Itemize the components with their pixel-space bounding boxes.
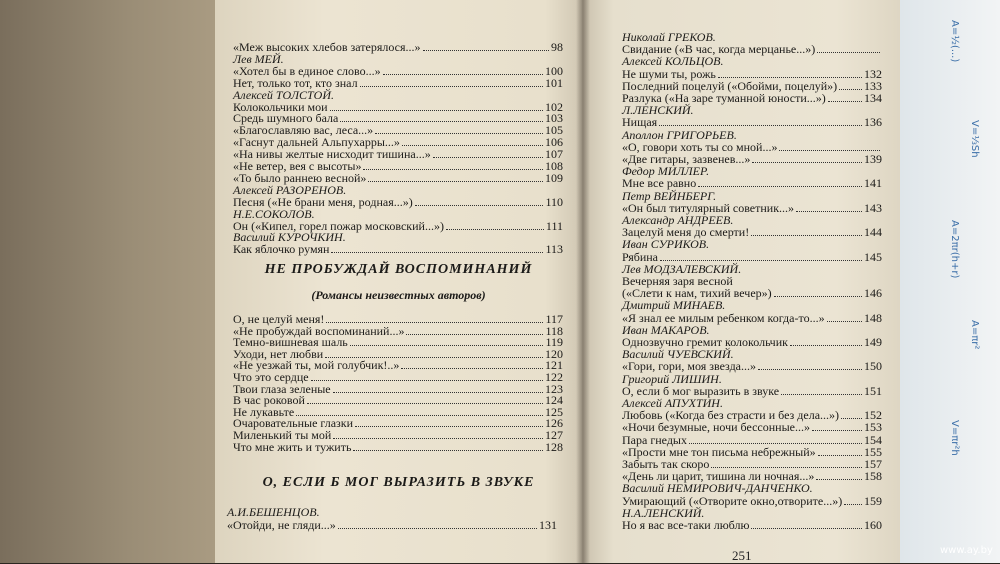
leader-dots — [718, 77, 862, 78]
leader-dots — [816, 479, 862, 480]
toc-entry-page-number: 139 — [864, 152, 882, 166]
toc-entry-page-number: 118 — [545, 323, 563, 338]
toc-entry-page-number: 141 — [864, 176, 882, 191]
leader-dots — [433, 157, 543, 158]
toc-entry-page-number: 145 — [864, 249, 882, 264]
toc-entry-title: «Я знал ее милым ребенком когда-то...» — [622, 310, 825, 325]
author-name: Аполлон ГРИГОРЬЕВ. — [622, 127, 737, 142]
ruler-formula: V=πr²h — [949, 420, 960, 456]
toc-entry-title: «Благославляю вас, леса...» — [233, 123, 374, 138]
toc-entry — [622, 518, 882, 532]
leader-dots — [331, 252, 543, 253]
toc-entry-title: Умирающий («Отворите окно,отворите...») — [622, 493, 843, 508]
toc-entry-title: «Не ветер, вея с высоты» — [233, 159, 362, 173]
toc-entry-page-number: 131 — [539, 518, 557, 532]
toc-entry-title: Разлука («На заре туманной юности...») — [622, 91, 826, 105]
toc-entry-page-number: 133 — [864, 78, 882, 93]
toc-entry-page-number: 103 — [545, 111, 563, 126]
toc-entry-page-number: 144 — [864, 225, 882, 240]
leader-dots — [781, 394, 862, 395]
toc-entry-page-number: 159 — [864, 493, 882, 508]
toc-entry-title: О, не целуй меня! — [233, 312, 325, 326]
author-name: Н.А.ЛЕНСКИЙ. — [622, 505, 705, 520]
toc-entry-title: «Не пробуждай воспоминаний...» — [233, 323, 405, 338]
section-title: О, ЕСЛИ Б МОГ ВЫРАЗИТЬ В ЗВУКЕ — [262, 475, 535, 490]
leader-dots — [752, 162, 862, 163]
background-left — [0, 0, 215, 563]
toc-entry-page-number: 154 — [864, 432, 882, 447]
toc-entry-title: «Гаснут дальней Альпухарры...» — [233, 135, 400, 150]
toc-entry-page-number: 107 — [545, 147, 563, 162]
book-gutter — [576, 0, 590, 563]
toc-entry-page-number: 127 — [545, 428, 563, 442]
leader-dots — [779, 150, 880, 151]
toc-entry-title: Любовь («Когда без страсти и без дела...») — [622, 408, 840, 423]
toc-entry-title: Что это сердце — [233, 370, 309, 384]
ruler-formula: A=½(...) — [949, 20, 960, 63]
toc-entry-title: Рябина — [622, 249, 659, 264]
toc-entry-title: «На нивы желтые нисходит тишина...» — [233, 147, 431, 162]
toc-entry-title: Песня («Не брани меня, родная...») — [233, 194, 413, 209]
toc-entry-page-number: 153 — [864, 420, 882, 435]
leader-dots — [839, 89, 862, 90]
author-name: Дмитрий МИНАЕВ. — [622, 298, 726, 313]
toc-entry-title: «О, говори хоть ты со мной...» — [622, 139, 778, 154]
toc-entry-page-number: 126 — [545, 416, 563, 431]
toc-entry-page-number: 113 — [545, 242, 563, 257]
leader-dots — [415, 205, 544, 206]
leader-dots — [423, 50, 550, 51]
leader-dots — [818, 455, 862, 456]
toc-entry-title: Но я вас все-таки люблю — [622, 518, 750, 532]
author-name: Василий НЕМИРОВИЧ-ДАНЧЕНКО. — [622, 481, 813, 496]
toc-entry-page-number: 128 — [545, 439, 563, 454]
leader-dots — [689, 443, 862, 444]
author-name: Алексей АПУХТИН. — [622, 396, 723, 410]
leader-dots — [363, 169, 543, 170]
author-name: Александр АНДРЕЕВ. — [622, 213, 734, 227]
toc-entry-title: «День ли царит, тишина ли ночная...» — [622, 469, 815, 484]
leader-dots — [841, 418, 862, 419]
leader-dots — [790, 345, 862, 346]
book-page-right — [582, 0, 900, 563]
toc-entry-text: Вечерняя заря весной — [622, 274, 733, 288]
ruler-formula: A=2πr(h+r) — [949, 220, 960, 279]
author-name: А.И.БЕШЕНЦОВ. — [227, 505, 320, 519]
author-name: Григорий ЛИШИН. — [622, 371, 722, 386]
toc-entry-title: «Он был титулярный советник...» — [622, 200, 795, 215]
leader-dots — [660, 260, 862, 261]
toc-entry-title: Нет, только тот, кто знал — [233, 75, 358, 90]
toc-entry-title: Твои глаза зеленые — [233, 381, 331, 396]
toc-entry-title: Очаровательные глазки — [233, 416, 354, 431]
toc-entry-title: О, если б мог выразить в звуке — [622, 383, 780, 398]
toc-entry-page-number: 122 — [545, 370, 563, 384]
section-subtitle: (Романсы неизвестных авторов) — [311, 288, 486, 302]
toc-entry-page-number: 157 — [864, 457, 882, 471]
author-name: Л.ЛЕНСКИЙ. — [622, 103, 694, 118]
author-name: Иван СУРИКОВ. — [622, 237, 710, 252]
leader-dots — [751, 528, 862, 529]
toc-entry-page-number: 121 — [545, 358, 563, 373]
leader-dots — [368, 181, 543, 182]
toc-entry-page-number: 105 — [545, 123, 563, 138]
toc-entry-page-number: 111 — [545, 218, 563, 233]
toc-entry-page-number: 110 — [545, 194, 563, 209]
toc-entry-page-number: 106 — [545, 135, 563, 150]
toc-entry-title: «Не уезжай ты, мой голубчик!..» — [233, 358, 400, 373]
toc-entry-page-number: 134 — [864, 91, 882, 105]
leader-dots — [402, 145, 543, 146]
toc-entry-page-number: 102 — [545, 99, 563, 114]
leader-dots — [353, 450, 543, 451]
toc-entry-title: («Слети к нам, тихий вечер») — [622, 286, 772, 301]
toc-entry-page-number: 152 — [864, 408, 882, 423]
author-name: Н.Е.СОКОЛОВ. — [233, 206, 315, 221]
toc-entry-page-number: 109 — [545, 170, 563, 185]
watermark: www.ay.by — [940, 545, 993, 556]
toc-entry-page-number: 117 — [545, 312, 563, 326]
toc-entry-title: Нищая — [622, 115, 658, 130]
author-name: Петр ВЕЙНБЕРГ. — [622, 188, 717, 203]
ruler-formula: V=⅓Sh — [969, 120, 980, 158]
toc-entry-title: Мне все равно — [622, 176, 697, 191]
author-name: Василий ЧУЕВСКИЙ. — [622, 347, 734, 362]
toc-entry-page-number: 132 — [864, 66, 882, 81]
toc-entry-title: Не шуми ты, рожь — [622, 66, 716, 81]
toc-entry-title: Миленький ты мой — [233, 428, 332, 442]
toc-entry-title: «Ночи безумные, ночи бессонные...» — [622, 420, 810, 435]
leader-dots — [711, 467, 862, 468]
book-page-left — [215, 0, 582, 563]
toc-entry-title: В час роковой — [233, 393, 305, 408]
toc-entry-page-number: 108 — [545, 159, 563, 173]
toc-entry — [227, 518, 557, 532]
toc-entry-title: Уходи, нет любви — [233, 346, 324, 361]
page-number: 251 — [732, 548, 752, 563]
formula-ruler — [900, 0, 1000, 563]
toc-entry-page-number: 150 — [864, 359, 882, 374]
author-name: Лев МОДЗАЛЕВСКИЙ. — [622, 261, 742, 276]
leader-dots — [360, 86, 543, 87]
leader-dots — [812, 430, 862, 431]
toc-entry-title: «То было раннею весной» — [233, 170, 367, 185]
leader-dots — [659, 125, 862, 126]
toc-entry-title: «Две гитары, зазвенев...» — [622, 152, 751, 166]
toc-entry-title: Свидание («В час, когда мерцанье...») — [622, 42, 816, 57]
toc-entry-page-number: 148 — [864, 310, 882, 325]
toc-entry-title: «Прости мне тон письма небрежный» — [622, 444, 816, 459]
author-name: Иван МАКАРОВ. — [622, 322, 710, 337]
toc-entry-title: Как яблочко румян — [233, 242, 330, 257]
toc-entry-title: Последний поцелуй («Обойми, поцелуй») — [622, 78, 838, 93]
toc-entry-title: Он («Кипел, горел пожар московский...») — [233, 218, 444, 233]
toc-entry-title: «Гори, гори, моя звезда...» — [622, 359, 756, 374]
toc-entry-title: «Отойди, не гляди...» — [227, 518, 336, 532]
toc-entry-page-number: 143 — [864, 200, 882, 215]
toc-entry-page-number: 120 — [545, 346, 563, 361]
leader-dots — [340, 121, 543, 122]
leader-dots — [698, 186, 862, 187]
toc-entry-page-number: 123 — [545, 381, 563, 396]
toc-entry-page-number: 136 — [864, 115, 882, 130]
toc-entry-title: «Хотел бы в единое слово...» — [233, 63, 381, 78]
toc-entry-title: Пара гнедых — [622, 432, 687, 447]
author-name: Николай ГРЕКОВ. — [622, 30, 716, 44]
author-name: Лев МЕЙ. — [233, 51, 284, 66]
leader-dots — [375, 133, 543, 134]
toc-entry-page-number: 98 — [551, 40, 563, 54]
leader-dots — [446, 229, 544, 230]
toc-entry-page-number: 151 — [864, 383, 882, 398]
leader-dots — [844, 504, 862, 505]
toc-entry-title: «Меж высоких хлебов затерялося...» — [233, 40, 421, 54]
toc-entry — [233, 440, 563, 454]
author-name: Алексей ТОЛСТОЙ. — [233, 87, 335, 102]
toc-entry-page-number: 155 — [864, 444, 882, 459]
toc-entry-page-number: 119 — [545, 335, 563, 350]
leader-dots — [827, 321, 862, 322]
toc-entry-title: Забыть так скоро — [622, 457, 710, 471]
author-name: Алексей РАЗОРЕНОВ. — [233, 182, 347, 197]
author-name: Федор МИЛЛЕР. — [622, 164, 710, 179]
toc-entry-title: Что мне жить и тужить — [233, 439, 352, 454]
section-title: НЕ ПРОБУЖДАЙ ВОСПОМИНАНИЙ — [264, 262, 533, 277]
author-name: Алексей КОЛЬЦОВ. — [622, 54, 724, 69]
toc-entry-title: Средь шумного бала — [233, 111, 339, 126]
leader-dots — [774, 296, 862, 297]
leader-dots — [796, 211, 862, 212]
toc-entry-page-number: 100 — [545, 63, 563, 78]
toc-entry-page-number: 125 — [545, 404, 563, 419]
leader-dots — [817, 52, 880, 53]
toc-entry-page-number: 146 — [864, 286, 882, 301]
toc-entry-page-number: 124 — [545, 393, 563, 408]
toc-entry-title: Зацелуй меня до смерти! — [622, 225, 750, 240]
leader-dots — [330, 110, 543, 111]
toc-entry-page-number: 101 — [545, 75, 563, 90]
toc-entry-page-number: 158 — [864, 469, 882, 484]
toc-entry-title: Колокольчики мои — [233, 99, 328, 114]
toc-entry-title: Темно-вишневая шаль — [233, 335, 348, 350]
toc-entry — [233, 242, 563, 256]
toc-entry-title: Однозвучно гремит колокольчик — [622, 335, 788, 349]
leader-dots — [338, 528, 537, 529]
toc-entry-page-number: 160 — [864, 518, 882, 532]
leader-dots — [828, 101, 862, 102]
toc-entry-title: Не лукавьте — [233, 404, 295, 419]
ruler-formula: A=πr² — [969, 320, 980, 350]
leader-dots — [758, 369, 862, 370]
leader-dots — [383, 74, 543, 75]
toc-entry-page-number: 149 — [864, 335, 882, 349]
author-name: Василий КУРОЧКИН. — [233, 230, 346, 245]
leader-dots — [751, 235, 862, 236]
